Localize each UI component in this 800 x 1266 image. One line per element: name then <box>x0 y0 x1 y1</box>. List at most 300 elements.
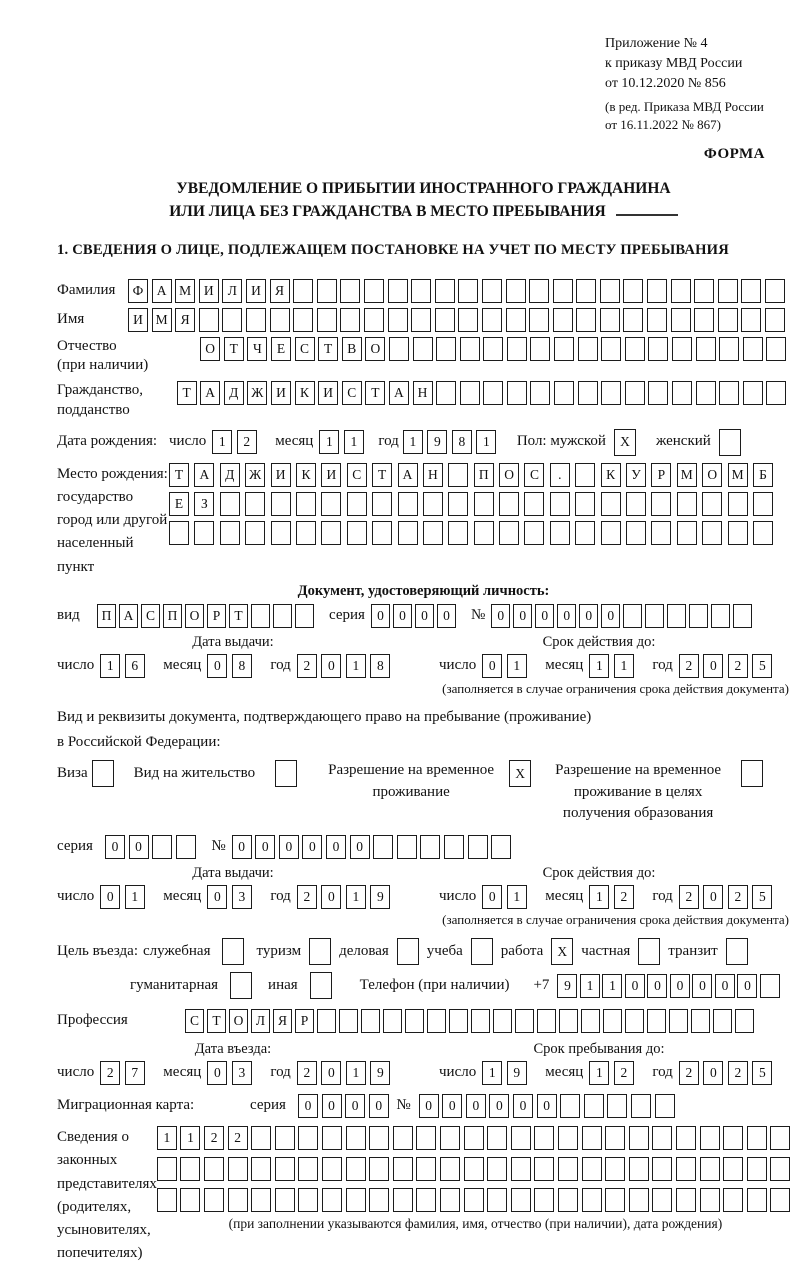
char-cell[interactable] <box>511 1157 531 1181</box>
char-cell[interactable]: 2 <box>679 654 699 678</box>
char-cell[interactable]: 0 <box>302 835 322 859</box>
char-cell[interactable]: Ж <box>245 463 265 487</box>
char-cell[interactable] <box>199 308 219 332</box>
char-cell[interactable] <box>677 521 697 545</box>
char-cell[interactable] <box>458 308 478 332</box>
char-cell[interactable]: Т <box>224 337 244 361</box>
char-cell[interactable] <box>696 381 716 405</box>
char-cell[interactable] <box>648 381 668 405</box>
char-cell[interactable]: Т <box>177 381 197 405</box>
char-cell[interactable] <box>711 604 730 628</box>
char-cell[interactable] <box>460 381 480 405</box>
char-cell[interactable]: Р <box>207 604 226 628</box>
char-cell[interactable] <box>718 308 738 332</box>
char-cell[interactable] <box>655 1094 675 1118</box>
char-cell[interactable]: К <box>601 463 621 487</box>
purpose-business-checkbox[interactable] <box>222 938 244 965</box>
char-cell[interactable] <box>696 337 716 361</box>
char-cell[interactable] <box>298 1126 318 1150</box>
char-cell[interactable] <box>499 492 519 516</box>
char-cell[interactable] <box>601 492 621 516</box>
char-cell[interactable] <box>652 1157 672 1181</box>
char-cell[interactable]: 0 <box>715 974 735 998</box>
char-cell[interactable] <box>601 521 621 545</box>
char-cell[interactable] <box>529 279 549 303</box>
char-cell[interactable] <box>317 308 337 332</box>
char-cell[interactable]: X <box>614 429 636 456</box>
char-cell[interactable] <box>669 1009 688 1033</box>
char-cell[interactable] <box>719 381 739 405</box>
char-cell[interactable] <box>369 1188 389 1212</box>
char-cell[interactable] <box>652 1126 672 1150</box>
char-cell[interactable] <box>638 938 660 965</box>
char-cell[interactable]: 1 <box>482 1061 502 1085</box>
char-cell[interactable]: 0 <box>647 974 667 998</box>
char-cell[interactable] <box>245 521 265 545</box>
char-cell[interactable] <box>625 1009 644 1033</box>
char-cell[interactable] <box>700 1157 720 1181</box>
char-cell[interactable]: 0 <box>625 974 645 998</box>
char-cell[interactable]: 1 <box>580 974 600 998</box>
char-cell[interactable]: 6 <box>125 654 145 678</box>
char-cell[interactable] <box>448 463 468 487</box>
char-cell[interactable] <box>553 308 573 332</box>
char-cell[interactable]: 5 <box>752 885 772 909</box>
char-cell[interactable] <box>647 279 667 303</box>
char-cell[interactable] <box>581 1009 600 1033</box>
char-cell[interactable] <box>623 308 643 332</box>
visa-checkbox[interactable] <box>92 760 114 787</box>
char-cell[interactable] <box>230 972 252 999</box>
char-cell[interactable] <box>413 337 433 361</box>
char-cell[interactable]: Ф <box>128 279 148 303</box>
char-cell[interactable] <box>474 492 494 516</box>
char-cell[interactable] <box>487 1188 507 1212</box>
char-cell[interactable] <box>694 308 714 332</box>
char-cell[interactable]: 0 <box>703 885 723 909</box>
char-cell[interactable] <box>747 1126 767 1150</box>
char-cell[interactable]: 0 <box>491 604 510 628</box>
char-cell[interactable] <box>558 1157 578 1181</box>
char-cell[interactable] <box>427 1009 446 1033</box>
char-cell[interactable] <box>420 835 440 859</box>
char-cell[interactable] <box>310 972 332 999</box>
char-cell[interactable]: 2 <box>237 430 257 454</box>
char-cell[interactable] <box>449 1009 468 1033</box>
char-cell[interactable] <box>631 1094 651 1118</box>
char-cell[interactable] <box>651 492 671 516</box>
char-cell[interactable] <box>741 760 763 787</box>
char-cell[interactable]: 0 <box>482 885 502 909</box>
char-cell[interactable] <box>578 337 598 361</box>
char-cell[interactable] <box>601 381 621 405</box>
char-cell[interactable]: 1 <box>157 1126 177 1150</box>
sex-male-checkbox[interactable] <box>614 429 636 456</box>
char-cell[interactable]: . <box>550 463 570 487</box>
char-cell[interactable]: Т <box>318 337 338 361</box>
char-cell[interactable] <box>506 279 526 303</box>
char-cell[interactable]: 1 <box>346 1061 366 1085</box>
char-cell[interactable] <box>770 1157 790 1181</box>
char-cell[interactable] <box>416 1188 436 1212</box>
char-cell[interactable] <box>322 1126 342 1150</box>
char-cell[interactable] <box>718 279 738 303</box>
char-cell[interactable] <box>483 337 503 361</box>
char-cell[interactable] <box>672 337 692 361</box>
char-cell[interactable] <box>671 279 691 303</box>
char-cell[interactable]: 0 <box>513 1094 533 1118</box>
char-cell[interactable]: Н <box>413 381 433 405</box>
rvp-checkbox[interactable] <box>509 760 531 787</box>
char-cell[interactable]: 0 <box>601 604 620 628</box>
char-cell[interactable]: 3 <box>232 885 252 909</box>
char-cell[interactable]: С <box>524 463 544 487</box>
char-cell[interactable]: 0 <box>321 1061 341 1085</box>
char-cell[interactable] <box>448 492 468 516</box>
char-cell[interactable]: С <box>342 381 362 405</box>
char-cell[interactable] <box>741 279 761 303</box>
char-cell[interactable] <box>157 1188 177 1212</box>
char-cell[interactable]: 0 <box>442 1094 462 1118</box>
char-cell[interactable] <box>275 1157 295 1181</box>
char-cell[interactable] <box>719 429 741 456</box>
char-cell[interactable] <box>728 492 748 516</box>
char-cell[interactable] <box>765 279 785 303</box>
char-cell[interactable] <box>322 1157 342 1181</box>
char-cell[interactable] <box>273 604 292 628</box>
char-cell[interactable]: И <box>271 381 291 405</box>
char-cell[interactable] <box>448 521 468 545</box>
char-cell[interactable] <box>321 521 341 545</box>
char-cell[interactable]: 0 <box>321 654 341 678</box>
char-cell[interactable] <box>339 1009 358 1033</box>
char-cell[interactable] <box>393 1188 413 1212</box>
char-cell[interactable] <box>204 1188 224 1212</box>
char-cell[interactable]: 5 <box>752 1061 772 1085</box>
char-cell[interactable]: 0 <box>513 604 532 628</box>
char-cell[interactable] <box>760 974 780 998</box>
char-cell[interactable]: С <box>141 604 160 628</box>
char-cell[interactable]: А <box>200 381 220 405</box>
char-cell[interactable]: С <box>347 463 367 487</box>
char-cell[interactable]: О <box>499 463 519 487</box>
char-cell[interactable] <box>92 760 114 787</box>
char-cell[interactable] <box>298 1188 318 1212</box>
char-cell[interactable] <box>550 492 570 516</box>
char-cell[interactable] <box>372 521 392 545</box>
char-cell[interactable] <box>364 279 384 303</box>
char-cell[interactable] <box>369 1157 389 1181</box>
char-cell[interactable]: 0 <box>298 1094 318 1118</box>
char-cell[interactable] <box>180 1157 200 1181</box>
char-cell[interactable] <box>296 521 316 545</box>
char-cell[interactable] <box>530 337 550 361</box>
char-cell[interactable] <box>747 1188 767 1212</box>
char-cell[interactable] <box>667 604 686 628</box>
char-cell[interactable] <box>204 1157 224 1181</box>
char-cell[interactable] <box>625 337 645 361</box>
char-cell[interactable]: И <box>246 279 266 303</box>
char-cell[interactable]: 1 <box>212 430 232 454</box>
char-cell[interactable]: О <box>185 604 204 628</box>
char-cell[interactable] <box>506 308 526 332</box>
char-cell[interactable] <box>747 1157 767 1181</box>
char-cell[interactable] <box>436 337 456 361</box>
char-cell[interactable]: 5 <box>752 654 772 678</box>
char-cell[interactable]: П <box>97 604 116 628</box>
char-cell[interactable] <box>483 381 503 405</box>
char-cell[interactable] <box>728 521 748 545</box>
char-cell[interactable]: 1 <box>589 654 609 678</box>
char-cell[interactable] <box>672 381 692 405</box>
char-cell[interactable] <box>743 337 763 361</box>
char-cell[interactable] <box>700 1126 720 1150</box>
sex-female-checkbox[interactable] <box>719 429 741 456</box>
char-cell[interactable]: 2 <box>228 1126 248 1150</box>
char-cell[interactable] <box>537 1009 556 1033</box>
char-cell[interactable] <box>398 492 418 516</box>
char-cell[interactable] <box>270 308 290 332</box>
char-cell[interactable] <box>293 279 313 303</box>
char-cell[interactable] <box>575 521 595 545</box>
char-cell[interactable]: Р <box>651 463 671 487</box>
char-cell[interactable] <box>464 1157 484 1181</box>
char-cell[interactable] <box>524 521 544 545</box>
char-cell[interactable] <box>482 279 502 303</box>
char-cell[interactable] <box>347 492 367 516</box>
purpose-private-checkbox[interactable] <box>638 938 660 965</box>
char-cell[interactable] <box>524 492 544 516</box>
char-cell[interactable]: И <box>128 308 148 332</box>
char-cell[interactable] <box>271 521 291 545</box>
purpose-tourism-checkbox[interactable] <box>309 938 331 965</box>
char-cell[interactable] <box>251 1157 271 1181</box>
char-cell[interactable]: А <box>398 463 418 487</box>
char-cell[interactable]: 9 <box>507 1061 527 1085</box>
char-cell[interactable]: 0 <box>703 1061 723 1085</box>
char-cell[interactable] <box>603 1009 622 1033</box>
char-cell[interactable] <box>388 279 408 303</box>
char-cell[interactable] <box>578 381 598 405</box>
char-cell[interactable] <box>726 938 748 965</box>
char-cell[interactable]: 1 <box>507 885 527 909</box>
char-cell[interactable]: И <box>321 463 341 487</box>
char-cell[interactable] <box>623 604 642 628</box>
char-cell[interactable] <box>251 1126 271 1150</box>
char-cell[interactable]: 9 <box>370 885 390 909</box>
char-cell[interactable]: 0 <box>692 974 712 998</box>
char-cell[interactable]: З <box>194 492 214 516</box>
char-cell[interactable] <box>275 760 297 787</box>
char-cell[interactable]: 1 <box>614 654 634 678</box>
char-cell[interactable] <box>487 1157 507 1181</box>
char-cell[interactable] <box>743 381 763 405</box>
char-cell[interactable]: 0 <box>437 604 456 628</box>
char-cell[interactable] <box>416 1126 436 1150</box>
char-cell[interactable] <box>676 1157 696 1181</box>
char-cell[interactable] <box>369 1126 389 1150</box>
char-cell[interactable]: 0 <box>207 885 227 909</box>
char-cell[interactable] <box>753 521 773 545</box>
char-cell[interactable]: 0 <box>537 1094 557 1118</box>
char-cell[interactable] <box>309 938 331 965</box>
char-cell[interactable] <box>295 604 314 628</box>
char-cell[interactable] <box>647 1009 666 1033</box>
char-cell[interactable] <box>753 492 773 516</box>
char-cell[interactable] <box>220 521 240 545</box>
char-cell[interactable] <box>152 835 172 859</box>
char-cell[interactable] <box>507 381 527 405</box>
char-cell[interactable] <box>491 835 511 859</box>
char-cell[interactable]: 0 <box>489 1094 509 1118</box>
char-cell[interactable] <box>321 492 341 516</box>
char-cell[interactable] <box>444 835 464 859</box>
char-cell[interactable] <box>298 1157 318 1181</box>
char-cell[interactable] <box>770 1188 790 1212</box>
char-cell[interactable]: 2 <box>679 885 699 909</box>
char-cell[interactable] <box>582 1188 602 1212</box>
char-cell[interactable] <box>251 604 270 628</box>
char-cell[interactable] <box>322 1188 342 1212</box>
char-cell[interactable] <box>499 521 519 545</box>
char-cell[interactable]: 8 <box>370 654 390 678</box>
char-cell[interactable] <box>534 1188 554 1212</box>
char-cell[interactable]: Т <box>365 381 385 405</box>
char-cell[interactable]: 0 <box>232 835 252 859</box>
char-cell[interactable] <box>411 308 431 332</box>
char-cell[interactable] <box>340 279 360 303</box>
char-cell[interactable] <box>346 1188 366 1212</box>
char-cell[interactable]: 9 <box>370 1061 390 1085</box>
purpose-commercial-checkbox[interactable] <box>397 938 419 965</box>
char-cell[interactable] <box>575 492 595 516</box>
char-cell[interactable] <box>388 308 408 332</box>
char-cell[interactable]: 1 <box>346 885 366 909</box>
char-cell[interactable] <box>296 492 316 516</box>
char-cell[interactable] <box>694 279 714 303</box>
char-cell[interactable] <box>464 1126 484 1150</box>
char-cell[interactable]: 2 <box>728 1061 748 1085</box>
char-cell[interactable] <box>405 1009 424 1033</box>
char-cell[interactable]: М <box>152 308 172 332</box>
char-cell[interactable] <box>346 1157 366 1181</box>
char-cell[interactable] <box>554 381 574 405</box>
char-cell[interactable]: 9 <box>427 430 447 454</box>
char-cell[interactable] <box>601 337 621 361</box>
char-cell[interactable] <box>584 1094 604 1118</box>
char-cell[interactable]: 1 <box>180 1126 200 1150</box>
char-cell[interactable] <box>719 337 739 361</box>
char-cell[interactable] <box>423 521 443 545</box>
char-cell[interactable]: М <box>175 279 195 303</box>
char-cell[interactable] <box>460 337 480 361</box>
char-cell[interactable] <box>440 1157 460 1181</box>
char-cell[interactable] <box>397 835 417 859</box>
char-cell[interactable] <box>435 308 455 332</box>
char-cell[interactable] <box>770 1126 790 1150</box>
char-cell[interactable] <box>340 308 360 332</box>
char-cell[interactable]: 1 <box>589 1061 609 1085</box>
char-cell[interactable] <box>364 308 384 332</box>
char-cell[interactable] <box>534 1126 554 1150</box>
purpose-humanitarian-checkbox[interactable] <box>230 972 252 999</box>
char-cell[interactable] <box>534 1157 554 1181</box>
char-cell[interactable] <box>487 1126 507 1150</box>
char-cell[interactable]: 2 <box>728 885 748 909</box>
char-cell[interactable] <box>529 308 549 332</box>
char-cell[interactable] <box>766 337 786 361</box>
char-cell[interactable]: О <box>365 337 385 361</box>
char-cell[interactable] <box>271 492 291 516</box>
char-cell[interactable] <box>361 1009 380 1033</box>
char-cell[interactable]: Л <box>251 1009 270 1033</box>
char-cell[interactable] <box>471 938 493 965</box>
char-cell[interactable] <box>194 521 214 545</box>
char-cell[interactable] <box>605 1157 625 1181</box>
char-cell[interactable]: 0 <box>557 604 576 628</box>
char-cell[interactable]: И <box>318 381 338 405</box>
char-cell[interactable]: А <box>194 463 214 487</box>
char-cell[interactable] <box>559 1009 578 1033</box>
char-cell[interactable]: 0 <box>670 974 690 998</box>
char-cell[interactable]: К <box>295 381 315 405</box>
char-cell[interactable] <box>576 279 596 303</box>
char-cell[interactable]: 2 <box>100 1061 120 1085</box>
char-cell[interactable] <box>317 1009 336 1033</box>
char-cell[interactable]: Т <box>169 463 189 487</box>
char-cell[interactable] <box>346 1126 366 1150</box>
purpose-transit-checkbox[interactable] <box>726 938 748 965</box>
char-cell[interactable] <box>605 1126 625 1150</box>
char-cell[interactable]: 1 <box>344 430 364 454</box>
char-cell[interactable]: 0 <box>207 1061 227 1085</box>
char-cell[interactable] <box>436 381 456 405</box>
char-cell[interactable]: 1 <box>100 654 120 678</box>
char-cell[interactable]: У <box>626 463 646 487</box>
char-cell[interactable]: 2 <box>204 1126 224 1150</box>
char-cell[interactable]: 0 <box>207 654 227 678</box>
char-cell[interactable] <box>416 1157 436 1181</box>
char-cell[interactable]: 9 <box>557 974 577 998</box>
char-cell[interactable] <box>733 604 752 628</box>
char-cell[interactable] <box>558 1126 578 1150</box>
char-cell[interactable]: 0 <box>703 654 723 678</box>
char-cell[interactable]: 1 <box>602 974 622 998</box>
char-cell[interactable]: 0 <box>579 604 598 628</box>
char-cell[interactable]: С <box>185 1009 204 1033</box>
char-cell[interactable] <box>648 337 668 361</box>
char-cell[interactable] <box>389 337 409 361</box>
char-cell[interactable]: И <box>199 279 219 303</box>
char-cell[interactable]: 8 <box>232 654 252 678</box>
char-cell[interactable] <box>629 1157 649 1181</box>
char-cell[interactable] <box>530 381 550 405</box>
char-cell[interactable]: Ж <box>247 381 267 405</box>
char-cell[interactable] <box>411 279 431 303</box>
char-cell[interactable]: П <box>474 463 494 487</box>
char-cell[interactable] <box>600 308 620 332</box>
char-cell[interactable]: 0 <box>326 835 346 859</box>
char-cell[interactable] <box>645 604 664 628</box>
char-cell[interactable] <box>553 279 573 303</box>
char-cell[interactable] <box>435 279 455 303</box>
char-cell[interactable] <box>576 308 596 332</box>
char-cell[interactable] <box>626 492 646 516</box>
char-cell[interactable]: Д <box>224 381 244 405</box>
char-cell[interactable] <box>600 279 620 303</box>
char-cell[interactable]: X <box>551 938 573 965</box>
char-cell[interactable] <box>169 521 189 545</box>
